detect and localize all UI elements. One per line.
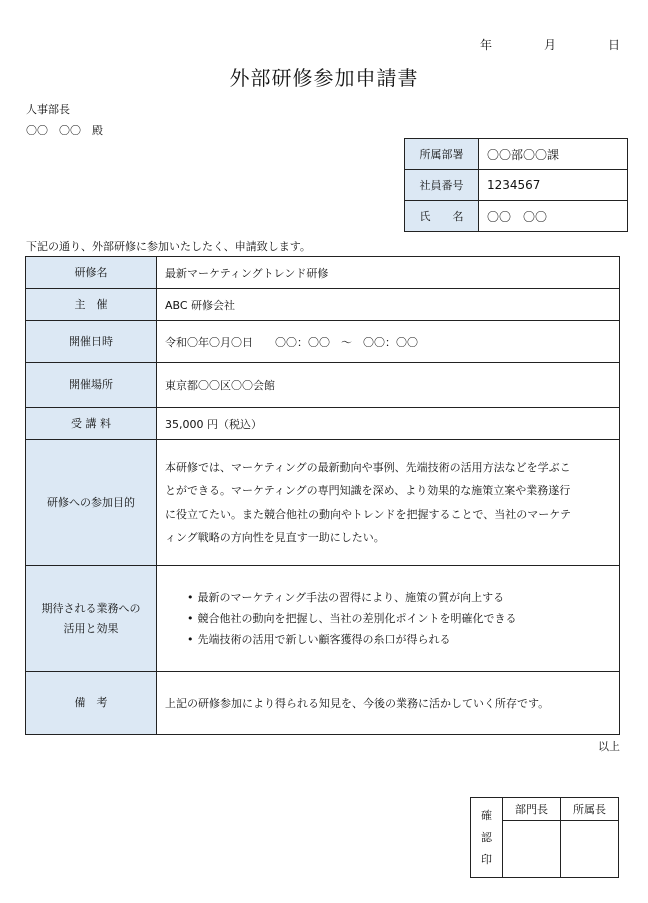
stamp-side-char: 確 [481,808,492,822]
approval-stamp-table [470,797,619,878]
course-label: 研修名 [26,257,157,289]
effects-label-line: 期待される業務への [41,601,141,615]
purpose-line: とができる。マーケティングの専門知識を深め、より効果的な施策立案や業務遂行 [165,484,571,497]
addressee-dept: 人事部長 [26,103,70,116]
purpose-text [157,440,620,566]
effects-label [26,566,157,672]
closing-text: 以上 [598,740,620,753]
training-details-table [25,256,620,735]
intro-text: 下記の通り、外部研修に参加いたしたく、申請致します。 [26,240,311,253]
dept-head-stamp-box [503,821,561,878]
purpose-line: 本研修では、マーケティングの最新動向や事例、先端技術の活用方法などを学ぶこ [165,460,571,474]
fee-label: 受 講 料 [26,408,157,440]
dept-value: 〇〇部〇〇課 [479,139,628,170]
section-head-stamp-box [561,821,619,878]
dept-label: 所属部署 [405,139,479,170]
applicant-info-table [404,138,628,232]
datetime-value: 令和〇年〇月〇日 〇〇：〇〇 ～ 〇〇：〇〇 [157,321,620,363]
purpose-line: ィング戦略の方向性を見直す一助にしたい。 [165,531,385,544]
list-item: • 最新のマーケティング手法の習得により、施策の質が向上する [177,587,613,608]
employee-id-label: 社員番号 [405,170,479,201]
stamp-side-label [471,798,503,878]
fee-value: 35,000 円（税込） [157,408,620,440]
employee-id-value: 1234567 [479,170,628,201]
addressee [26,99,103,141]
date-line [480,36,620,53]
host-label: 主 催 [26,289,157,321]
purpose-label: 研修への参加目的 [26,440,157,566]
list-item: • 先端技術の活用で新しい顧客獲得の糸口が得られる [177,629,613,650]
name-value: 〇〇 〇〇 [479,201,628,232]
effects-text [157,566,620,672]
course-value: 最新マーケティングトレンド研修 [157,257,620,289]
effects-label-line: 活用と効果 [63,621,119,635]
addressee-name: 〇〇 〇〇 殿 [26,124,103,137]
datetime-label: 開催日時 [26,321,157,363]
venue-value: 東京都〇〇区〇〇会館 [157,363,620,408]
effects-list [177,587,613,650]
remarks-label: 備 考 [26,672,157,735]
date-month: 月 [543,38,556,52]
list-item: • 競合他社の動向を把握し、当社の差別化ポイントを明確化できる [177,608,613,629]
document-title: 外部研修参加申請書 [229,66,419,90]
venue-label: 開催場所 [26,363,157,408]
dept-head-label: 部門長 [503,798,561,821]
section-head-label: 所属長 [561,798,619,821]
purpose-line: に役立てたい。また競合他社の動向やトレンドを把握することで、当社のマーケテ [165,507,572,521]
name-label: 氏 名 [405,201,479,232]
date-day: 日 [607,38,620,52]
host-value: ABC 研修会社 [157,289,620,321]
remarks-value: 上記の研修参加により得られる知見を、今後の業務に活かしていく所存です。 [157,672,620,735]
stamp-side-char: 印 [481,852,492,866]
stamp-side-char: 認 [481,830,492,844]
date-year: 年 [480,38,493,52]
